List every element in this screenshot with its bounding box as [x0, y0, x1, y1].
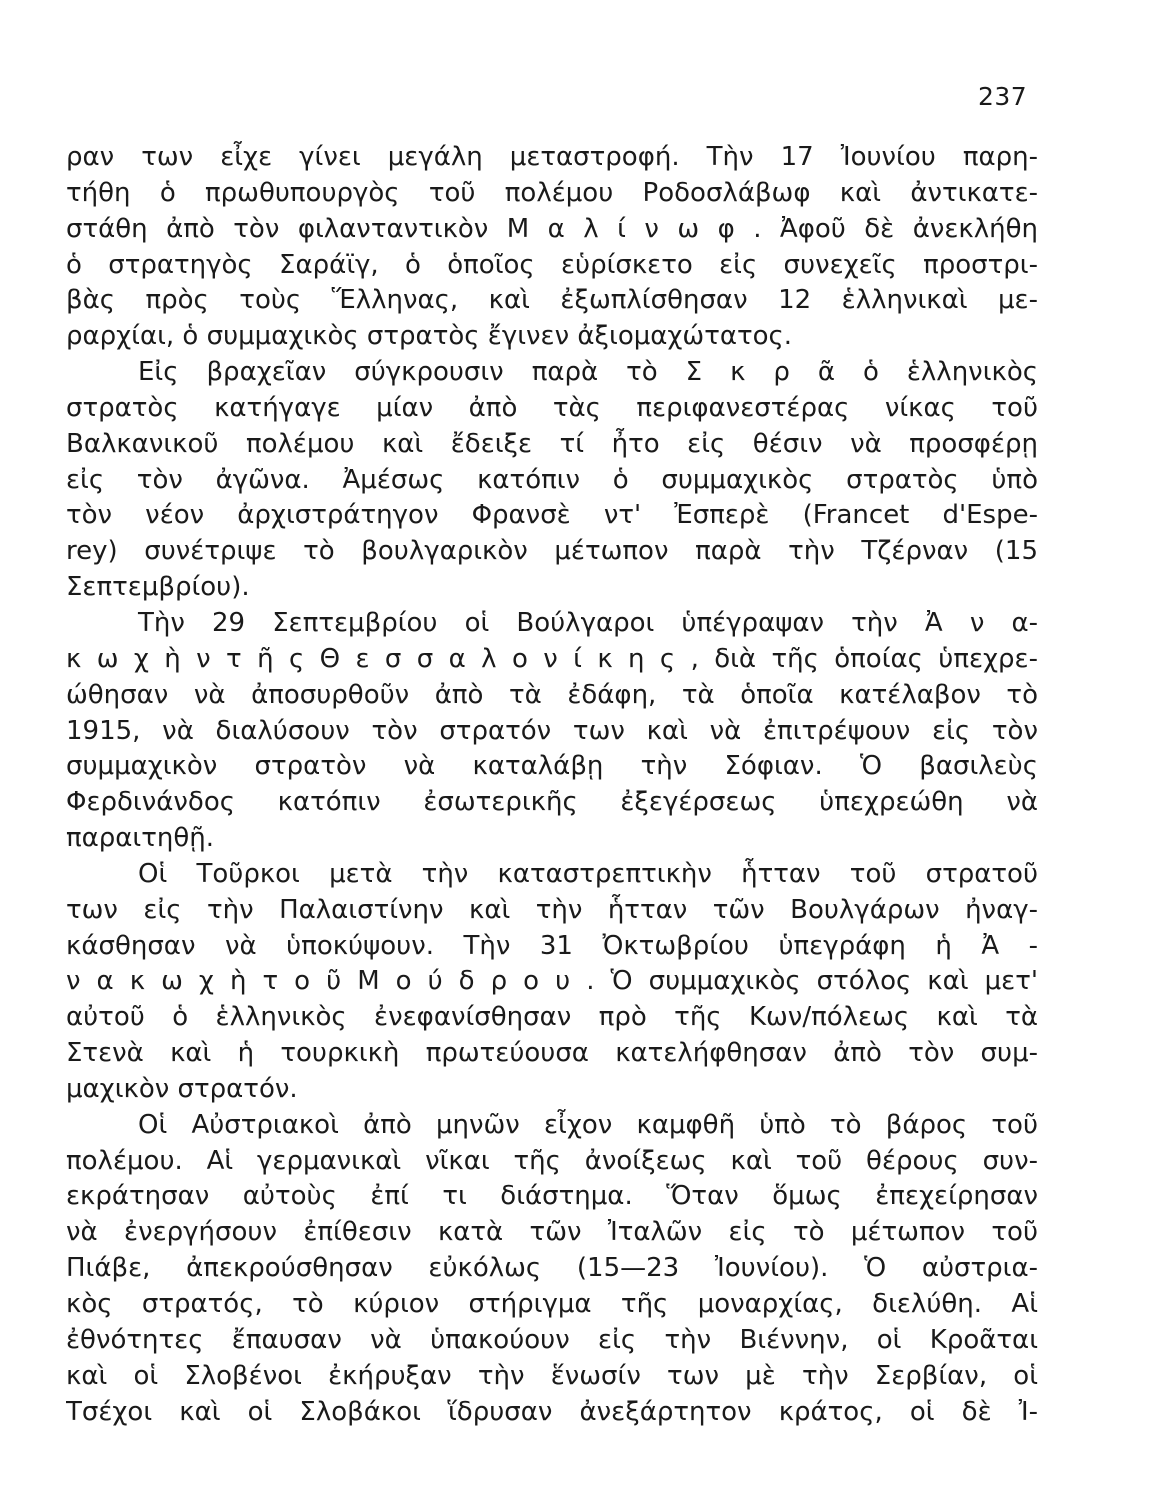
text-line: rey) συνέτριψε τὸ βουλγαρικὸν μέτωπον παρὰ τὴν Τζέρναν (15 [66, 536, 1038, 567]
text-line-paragraph-start: Οἱ Τοῦρκοι μετὰ τὴν καταστρεπτικὴν ἧτταν τοῦ στρατοῦ [138, 858, 1038, 889]
text-line: κ ω χ ὴ ν τ ῆ ς Θ ε σ σ α λ ο ν ί κ η ς , διὰ τῆς ὁποίας ὑπεχρε- [66, 643, 1038, 674]
text-line: στάθη ἀπὸ τὸν φιλανταντικὸν Μ α λ ί ν ω φ . Ἀφοῦ δὲ ἀνεκλήθη [66, 213, 1038, 244]
text-line-paragraph-end: μαχικὸν στρατόν. [66, 1073, 298, 1104]
text-line: ὁ στρατηγὸς Σαράϊγ, ὁ ὁποῖος εὑρίσκετο εἰς συνεχεῖς προστρι- [66, 249, 1038, 280]
text-line: ἐθνότητες ἔπαυσαν νὰ ὑπακούουν εἰς τὴν Βιέννην, οἱ Κροᾶται [66, 1324, 1038, 1355]
page-number: 237 [978, 82, 1028, 111]
text-line: των εἰς τὴν Παλαιστίνην καὶ τὴν ἧτταν τῶν Βουλγάρων ἠναγ- [66, 894, 1038, 925]
text-line: τήθη ὁ πρωθυπουργὸς τοῦ πολέμου Ροδοσλάβωφ καὶ ἀντικατε- [66, 177, 1038, 208]
text-line: κάσθησαν νὰ ὑποκύψουν. Τὴν 31 Ὀκτωβρίου ὑπεγράφη ἡ Ἀ - [66, 930, 1038, 961]
page-text-body [66, 140, 1038, 1430]
text-line: εἰς τὸν ἀγῶνα. Ἀμέσως κατόπιν ὁ συμμαχικὸς στρατὸς ὑπὸ [66, 464, 1038, 495]
text-line: βὰς πρὸς τοὺς Ἕλληνας, καὶ ἐξωπλίσθησαν 12 ἑλληνικαὶ με- [66, 285, 1038, 316]
text-line: αὐτοῦ ὁ ἑλληνικὸς ἐνεφανίσθησαν πρὸ τῆς Κων/πόλεως καὶ τὰ [66, 1002, 1038, 1033]
text-line: Στενὰ καὶ ἡ τουρκικὴ πρωτεύουσα κατελήφθησαν ἀπὸ τὸν συμ- [66, 1038, 1038, 1069]
text-line: Πιάβε, ἀπεκρούσθησαν εὐκόλως (15—23 Ἰουνίου). Ὁ αὐστρια- [66, 1253, 1038, 1284]
text-line: Τσέχοι καὶ οἱ Σλοβάκοι ἵδρυσαν ἀνεξάρτητον κράτος, οἱ δὲ Ἰ- [66, 1396, 1038, 1427]
text-line: στρατὸς κατήγαγε μίαν ἀπὸ τὰς περιφανεστέρας νίκας τοῦ [66, 392, 1038, 423]
text-line: ώθησαν νὰ ἀποσυρθοῦν ἀπὸ τὰ ἐδάφη, τὰ ὁποῖα κατέλαβον τὸ [66, 679, 1038, 710]
text-line-paragraph-start: Τὴν 29 Σεπτεμβρίου οἱ Βούλγαροι ὑπέγραψαν τὴν Ἀ ν α- [138, 607, 1038, 638]
text-line-paragraph-end: Σεπτεμβρίου). [66, 572, 250, 603]
text-line: νὰ ἐνεργήσουν ἐπίθεσιν κατὰ τῶν Ἰταλῶν εἰς τὸ μέτωπον τοῦ [66, 1217, 1038, 1248]
text-line: πολέμου. Αἱ γερμανικαὶ νῖκαι τῆς ἀνοίξεως καὶ τοῦ θέρους συν- [66, 1145, 1038, 1176]
text-line: τὸν νέον ἀρχιστράτηγον Φρανσὲ ντ' Ἐσπερὲ (Francet d'Espe- [66, 500, 1038, 531]
text-line: συμμαχικὸν στρατὸν νὰ καταλάβῃ τὴν Σόφιαν. Ὁ βασιλεὺς [66, 751, 1038, 782]
text-line-paragraph-end: ραρχίαι, ὁ συμμαχικὸς στρατὸς ἔγινεν ἀξιομαχώτατος. [66, 321, 793, 352]
text-line: καὶ οἱ Σλοβένοι ἐκήρυξαν τὴν ἕνωσίν των μὲ τὴν Σερβίαν, οἱ [66, 1360, 1038, 1391]
text-line-paragraph-start: Εἰς βραχεῖαν σύγκρουσιν παρὰ τὸ Σ κ ρ ᾶ ὁ ἑλληνικὸς [138, 357, 1038, 388]
text-line-paragraph-start: Οἱ Αὐστριακοὶ ἀπὸ μηνῶν εἶχον καμφθῆ ὑπὸ τὸ βάρος τοῦ [138, 1109, 1038, 1140]
text-line: ραν των εἶχε γίνει μεγάλη μεταστροφή. Τὴν 17 Ἰουνίου παρη- [66, 142, 1038, 172]
text-line: ν α κ ω χ ὴ τ ο ῦ Μ ο ύ δ ρ ο υ . Ὁ συμμαχικὸς στόλος καὶ μετ' [66, 966, 1038, 997]
text-line: εκράτησαν αὐτοὺς ἐπί τι διάστημα. Ὅταν ὅμως ἐπεχείρησαν [66, 1181, 1038, 1212]
text-line: Φερδινάνδος κατόπιν ἐσωτερικῆς ἐξεγέρσεως ὑπεχρεώθη νὰ [66, 787, 1038, 818]
text-line: κὸς στρατός, τὸ κύριον στήριγμα τῆς μοναρχίας, διελύθη. Αἱ [66, 1289, 1038, 1319]
text-line-paragraph-end: παραιτηθῇ. [66, 823, 215, 854]
text-line: Βαλκανικοῦ πολέμου καὶ ἔδειξε τί ἦτο εἰς θέσιν νὰ προσφέρῃ [66, 428, 1038, 459]
text-line: 1915, νὰ διαλύσουν τὸν στρατόν των καὶ νὰ ἐπιτρέψουν εἰς τὸν [66, 715, 1038, 746]
